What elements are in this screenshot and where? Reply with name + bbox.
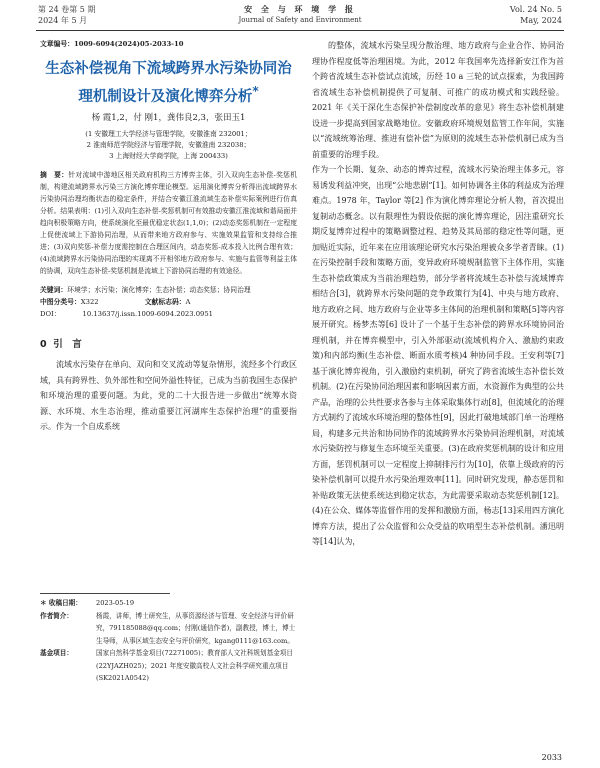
section-number: 0 — [40, 338, 47, 350]
abstract-text: 针对流域中游地区相关政府机构三方博弈主体，引入双向生态补偿-奖惩机制，构建流域跨界水污染三方演化博弈理论模型。运用演化博弈分析得出流域跨界水污染协同治理均衡状态的稳定条件，并结合安徽江淮流域生态补偿实际案例进行仿真分析。结果表明：(1)引入双向生态补偿-奖惩机制可有效推动安徽江淮流域和谐局面并趋向积极策略方向，使系统演化至最优稳定状态(1,1,0)；(2)动态奖惩机制在一定程度上促使流域上下游协同治理，从而带来地方政府参与、实施效果监管和支持综合推进；(3)双向奖惩-补偿力度需控制在合理区间内，动态奖惩-成本投入比例合理有效；(4)流域跨界水污染协同治理的实现离不开相邻地方政府参与、实施与监管等利益主体的协调，双向生态补偿-奖惩机制是流域上下游协同治理的有效途径。 — [40, 170, 298, 275]
doi-row — [40, 308, 297, 320]
funding-row — [40, 647, 297, 685]
clc-label: 中图分类号： — [40, 297, 81, 306]
affiliation-3: 3 上海财经大学商学院，上海 200433) — [109, 151, 228, 160]
volume-issue: 第 24 卷第 5 期 — [38, 5, 96, 14]
issue-date: 2024 年 5 月 — [38, 16, 88, 25]
keywords — [40, 284, 297, 296]
title-footnote-mark: * — [252, 83, 259, 98]
intro-paragraph: 流域水污染存在单向、双向和交叉流动等复杂情形，流经多个行政区域，具有跨界性、负外部性和空间外溢性特征，已成为当前我国生态保护和环境治理的重要问题。为此，党的二十大报告进一步做出“统筹水资源、水环境、水生态治理，推动重要江河湖库生态保护治理”的重要指示。作为一个自成系统 — [40, 360, 297, 432]
paper-title — [40, 58, 297, 108]
left-column — [40, 38, 297, 435]
issue-date-en: May, 2024 — [520, 16, 562, 25]
classification-row — [40, 296, 297, 308]
doi-value: 10.13637/j.issn.1009-6094.2023.0951 — [82, 309, 214, 318]
funding-label: 基金项目： — [40, 649, 73, 657]
keywords-label: 关键词： — [40, 285, 68, 294]
affiliations — [40, 129, 297, 162]
author-list: 杨 霞1,2，付 刚1，龚伟良2,3，张田玉1 — [91, 113, 246, 124]
affiliation-1: (1 安徽理工大学经济与管理学院，安徽淮南 232001； — [85, 129, 252, 138]
clc-value: X322 — [80, 297, 99, 306]
right-column — [312, 38, 564, 550]
doc-code-label: 文献标志码： — [144, 297, 186, 306]
received-date-row — [40, 597, 297, 610]
author-bio-text: 杨霞，讲师，博士研究生，从事资源经济与管理、安全经济与评价研究，791185088@qq.com；付刚(通信作者)，副教授，博士，博士生导师，从事区域生态安全与评价研究，kgang0111@163.com。 — [96, 611, 296, 645]
affiliation-2: 2 淮南师范学院经济与管理学院，安徽淮南 232038； — [86, 140, 251, 149]
journal-name-cn: 安 全 与 环 境 学 报 — [244, 4, 356, 14]
author-bio-row — [40, 610, 297, 648]
page-number: 2033 — [541, 753, 562, 762]
section-title: 引 言 — [53, 338, 82, 350]
author-bio-label: 作者简介： — [40, 611, 73, 620]
received-value: 2023-05-19 — [96, 599, 135, 607]
article-id: 文章编号：1009-6094(2024)05-2033-10 — [40, 40, 184, 48]
received-label: ＊ 收稿日期： — [40, 599, 82, 607]
funding-text: 国家自然科学基金项目(72271005)；教育部人文社科规划基金项目(22YJAZH025)；2021 年度安徽高校人文社会科学研究重点项目(SK2021A0542) — [96, 649, 293, 682]
keywords-text: 环境学；水污染；演化博弈；生态补偿；动态奖惩；协同治理 — [67, 285, 251, 294]
abstract-label: 摘 要： — [40, 170, 69, 179]
journal-name-en: Journal of Safety and Environment — [238, 16, 362, 24]
footnote-rule — [40, 593, 170, 594]
journal-issue-info-en — [510, 4, 562, 26]
body-text-continued: 的整体，流域水污染呈现分散治理、地方政府与企业合作、协同治理协作程度低等治理困境。为此，2012 年我国率先选择新安江作为首个跨省流域生态补偿试点流域，历经 10 a 三轮的试点探索，为我国跨省流域生态补偿机制提供了可复制、可推广的成功模式和实践经验。2021 年《关于深化生态保护补偿制度改革的意见》将生态补偿机制建设进一步提高到国家战略地位。安徽政府环境规划监管工作年间，实施以“流域统筹治理、推进有偿补偿”为原则的流域生态补偿机制已成为当前重要的治理手段。 作为一个长期、复杂、动态的博弈过程，流域水污染治理主体多元，容易诱发利益冲突，出现“公地悲剧”[1]。如何协调各主体的利益成为治理难点。1978 年，Taylor 等[2] 作为演化博弈理论分析人物，首次提出复制动态概念。以有限理性为假设依据的演化博弈理论，因注重研究长期反复博弈过程中的策略调整过程、趋势及其局部的稳定性等问题，更加贴近实际，近年来在应用该理论研究水污染治理被众多学者青睐。(1)在污染控制手段和策略方面，变异政府环境规制监管下主体作用，实施生态补偿政策成为当前治理趋势，部分学者将流域生态补偿与流域博弈相结合[3]，就跨界水污染问题的竞争政策行为[4]、中央与地方政府、地方政府之间、地方政府与企业等多主体间的治理机制和策略[5]等内容展开研究。杨梦杰等[6] 设计了一个基于生态补偿的跨界水环境协同治理机制，并在博弈模型中，引入外部驱动(流域机构介入、激励约束政策)和内部均衡(生态补偿、断面水质考核)4 种协同手段。王安利等[7] 基于演化博弈视角，引入激励约束机制，研究了跨省流域生态补偿长效机制。(2)在污染协同治理因素和影响因素方面，水资源作为典型的公共产品，治理的公共性要求各参与主体采取集体行动[8]，但流域化的治理方式制约了流域水环境治理的整体性[9]，因此打破地域部门单一治理格局，构建多元共治和协同协作的流域跨界水污染协同治理机制，对流域水污染防控与修复生态环境至关重要。(3)在政府奖惩机制的设计和应用方面，惩罚机制可以一定程度上抑制排污行为[10]，依靠上级政府的污染补偿机制可以提升水污染治理效率[11]。同时研究发现，静态惩罚和补贴政策无法使系统达到稳定状态，为此需要采取动态奖惩机制[12]。(4)在公众、媒体等监督作用的发挥和激励方面，杨志[13]采用四方演化博弈方法，提出了公众监督和公众受益的吹哨型生态补偿机制。潘迅明等[14]认为， — [312, 41, 564, 546]
volume-issue-en: Vol. 24 No. 5 — [509, 5, 562, 14]
section-heading-intro — [40, 338, 297, 352]
paper-title-text: 生态补偿视角下流域跨界水污染协同治理机制设计及演化博弈分析 — [45, 60, 292, 105]
header-rule — [36, 30, 564, 31]
abstract — [40, 169, 297, 277]
doc-code-value: A — [185, 297, 191, 306]
footnote-block — [40, 597, 297, 685]
doi-label: DOI： — [40, 309, 61, 318]
